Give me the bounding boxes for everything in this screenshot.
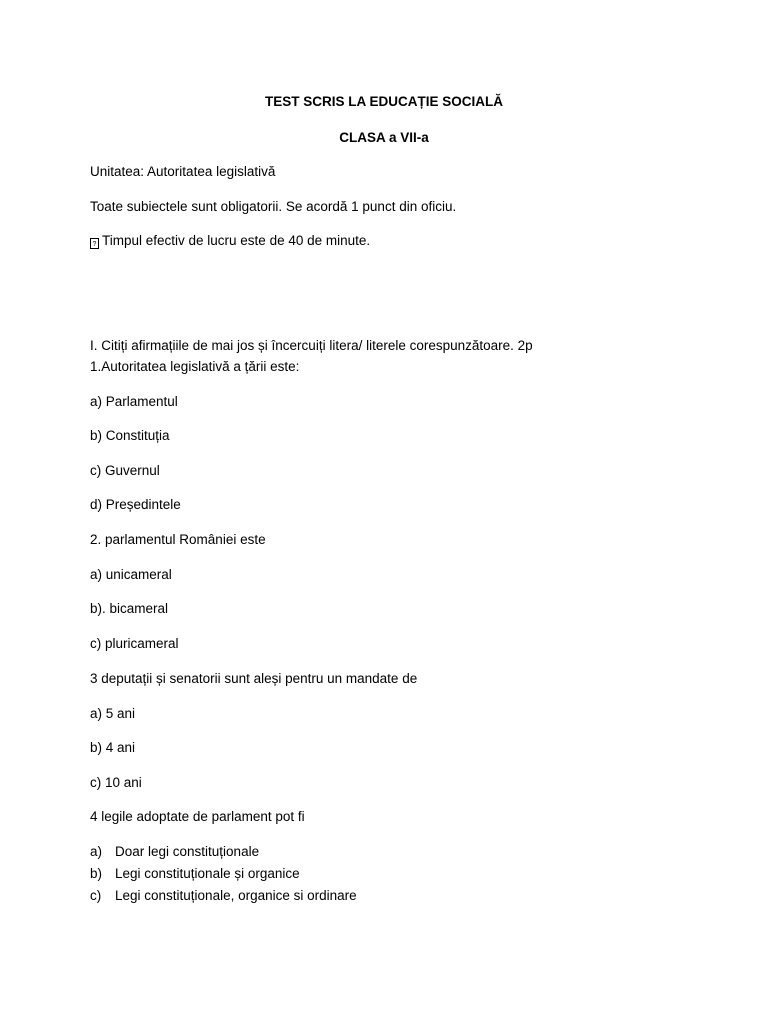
time-text: Timpul efectiv de lucru este de 40 de minute.: [102, 233, 371, 248]
question-1-option-b: b) Constituția: [90, 428, 170, 443]
unit-line: Unitatea: Autoritatea legislativă: [90, 164, 276, 179]
question-3-option-c: c) 10 ani: [90, 775, 142, 790]
list-marker: a): [90, 844, 103, 859]
question-3-option-a: a) 5 ani: [90, 706, 136, 721]
question-4: 4 legile adoptate de parlament pot fi: [90, 809, 305, 824]
question-2-option-a: a) unicameral: [90, 567, 172, 582]
missing-glyph-icon: ?: [90, 238, 99, 249]
class-label: CLASA a VII-a: [339, 130, 429, 145]
question-4-option-b: [90, 866, 300, 882]
list-marker: c): [90, 888, 102, 903]
option-text: Doar legi constituționale: [115, 844, 260, 859]
list-marker: b): [90, 866, 103, 881]
question-1: 1.Autoritatea legislativă a țării este:: [90, 359, 300, 374]
question-4-option-c: [90, 888, 357, 904]
section-1-header: I. Citiți afirmațiile de mai jos și încercuiți litera/ literele corespunzătoare. 2p: [90, 338, 533, 353]
question-1-option-d: d) Președintele: [90, 497, 181, 512]
question-1-option-c: c) Guvernul: [90, 463, 160, 478]
question-2-option-b: b). bicameral: [90, 601, 169, 616]
instructions-line: Toate subiectele sunt obligatorii. Se acordă 1 punct din oficiu.: [90, 199, 457, 214]
question-1-option-a: a) Parlamentul: [90, 394, 178, 409]
option-text: Legi constituționale și organice: [115, 866, 300, 881]
question-4-option-a: [90, 844, 259, 860]
question-3: 3 deputații și senatorii sunt aleși pentru un mandate de: [90, 671, 418, 686]
question-2-option-c: c) pluricameral: [90, 636, 179, 651]
page-title: TEST SCRIS LA EDUCAȚIE SOCIALĂ: [264, 94, 503, 109]
time-line: [90, 233, 370, 249]
question-3-option-b: b) 4 ani: [90, 740, 136, 755]
question-2: 2. parlamentul României este: [90, 532, 266, 547]
option-text: Legi constituționale, organice si ordinare: [115, 888, 357, 903]
